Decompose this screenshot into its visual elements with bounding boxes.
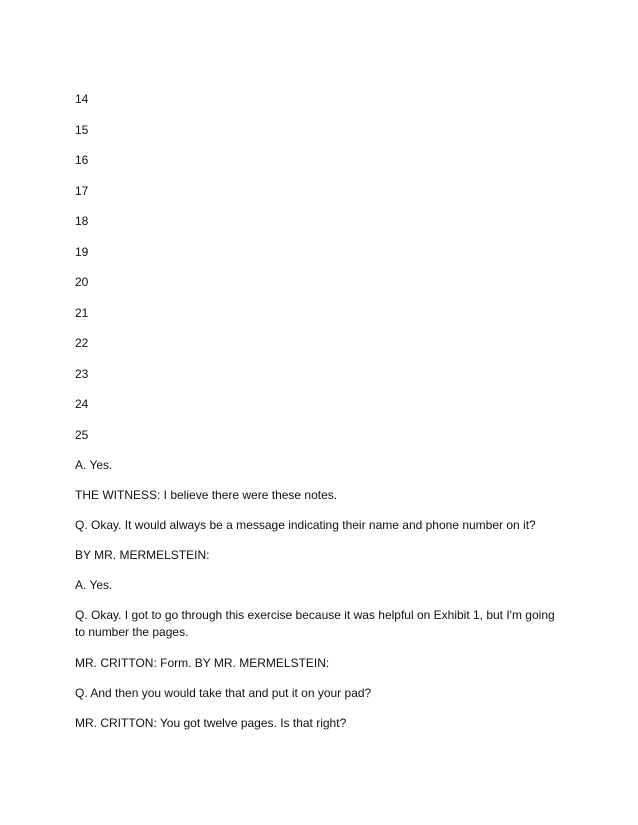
line-number: 17	[75, 183, 89, 198]
line-number-column	[75, 91, 135, 457]
line-number: 21	[75, 305, 89, 320]
transcript-paragraph: MR. CRITTON: You got twelve pages. Is that right?	[75, 716, 347, 730]
line-number: 24	[75, 397, 89, 411]
line-number: 25	[75, 427, 89, 442]
transcript-paragraph: BY MR. MERMELSTEIN:	[75, 548, 210, 562]
transcript-paragraph: THE WITNESS: I believe there were these notes.	[75, 488, 338, 502]
line-number: 18	[75, 214, 89, 228]
transcript-paragraph: Q. Okay. I got to go through this exercise because it was helpful on Exhibit 1, but I'm going to number the pages.	[75, 608, 555, 639]
transcript-paragraph: MR. CRITTON: Form. BY MR. MERMELSTEIN:	[75, 656, 330, 670]
transcript-paragraph: A. Yes.	[75, 578, 113, 592]
line-number: 16	[75, 153, 89, 167]
line-number: 22	[75, 336, 89, 350]
transcript-paragraph: Q. And then you would take that and put it on your pad?	[75, 686, 372, 700]
transcript-body	[75, 457, 560, 745]
line-number: 20	[75, 275, 89, 289]
transcript-paragraph: Q. Okay. It would always be a message indicating their name and phone number on it?	[75, 518, 536, 532]
transcript-paragraph: A. Yes.	[75, 458, 113, 472]
line-number: 19	[75, 244, 89, 259]
line-number: 15	[75, 122, 89, 137]
line-number: 23	[75, 366, 89, 381]
line-number: 14	[75, 92, 89, 106]
